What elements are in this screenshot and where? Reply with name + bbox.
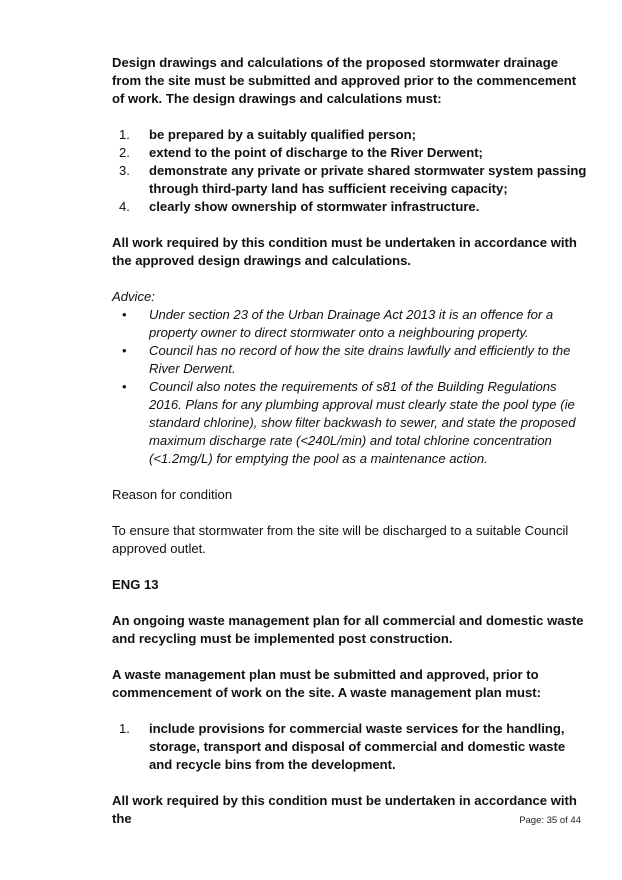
- advice-label: Advice:: [112, 289, 155, 304]
- eng13-work-condition: All work required by this condition must be undertaken in accordance with the: [112, 793, 577, 826]
- list-item-text: demonstrate any private or private shared stormwater system passing through third-party land has sufficient receiving capacity;: [149, 163, 587, 196]
- bullet-icon: •: [122, 343, 127, 358]
- advice-item-text: Council also notes the requirements of s81 of the Building Regulations 2016. Plans for any plumbing approval must clearly state the pool type (ie standard chlorine), show filter backwash to sewer, and state the proposed maximum discharge rate (<240L/min) and total chlorine concentration (<1.2mg/L) for emptying the pool as a maintenance action.: [149, 379, 576, 466]
- reason-heading: Reason for condition: [112, 487, 233, 502]
- reason-text: To ensure that stormwater from the site will be discharged to a suitable Council approved outlet.: [112, 523, 569, 556]
- work-condition-paragraph: All work required by this condition must be undertaken in accordance with the approved design drawings and calculations.: [112, 235, 577, 268]
- document-page: [112, 54, 587, 828]
- list-item: [112, 378, 587, 468]
- advice-item-text: Under section 23 of the Urban Drainage Act 2013 it is an offence for a property owner to direct stormwater onto a neighbouring property.: [149, 307, 554, 340]
- list-item: [112, 342, 587, 378]
- list-item: [112, 126, 587, 144]
- requirements-list: [112, 126, 587, 216]
- waste-plan-list: [112, 720, 587, 774]
- list-item: [112, 198, 587, 216]
- list-number: 1.: [119, 127, 130, 142]
- list-number: 4.: [119, 199, 130, 214]
- list-number: 3.: [119, 163, 130, 178]
- advice-item-text: Council has no record of how the site drains lawfully and efficiently to the River Derwent.: [149, 343, 571, 376]
- section-heading: ENG 13: [112, 577, 159, 592]
- intro-paragraph: Design drawings and calculations of the proposed stormwater drainage from the site must be submitted and approved prior to the commencement of work. The design drawings and calculations must:: [112, 55, 577, 106]
- bullet-icon: •: [122, 307, 127, 322]
- eng13-paragraph-2: A waste management plan must be submitted and approved, prior to commencement of work on the site. A waste management plan must:: [112, 667, 542, 700]
- bullet-icon: •: [122, 379, 127, 394]
- list-number: 2.: [119, 145, 130, 160]
- list-item-text: include provisions for commercial waste services for the handling, storage, transport and disposal of commercial and domestic waste and recycle bins from the development.: [149, 721, 566, 772]
- eng13-paragraph-1: An ongoing waste management plan for all commercial and domestic waste and recycling must be implemented post construction.: [112, 613, 584, 646]
- page-number: Page: 35 of 44: [519, 815, 581, 826]
- list-item: [112, 720, 587, 774]
- list-number: 1.: [119, 721, 130, 736]
- list-item-text: be prepared by a suitably qualified person;: [149, 127, 417, 142]
- list-item: [112, 144, 587, 162]
- advice-list: [112, 306, 587, 468]
- list-item-text: extend to the point of discharge to the River Derwent;: [149, 145, 483, 160]
- list-item-text: clearly show ownership of stormwater infrastructure.: [149, 199, 480, 214]
- list-item: [112, 162, 587, 198]
- list-item: [112, 306, 587, 342]
